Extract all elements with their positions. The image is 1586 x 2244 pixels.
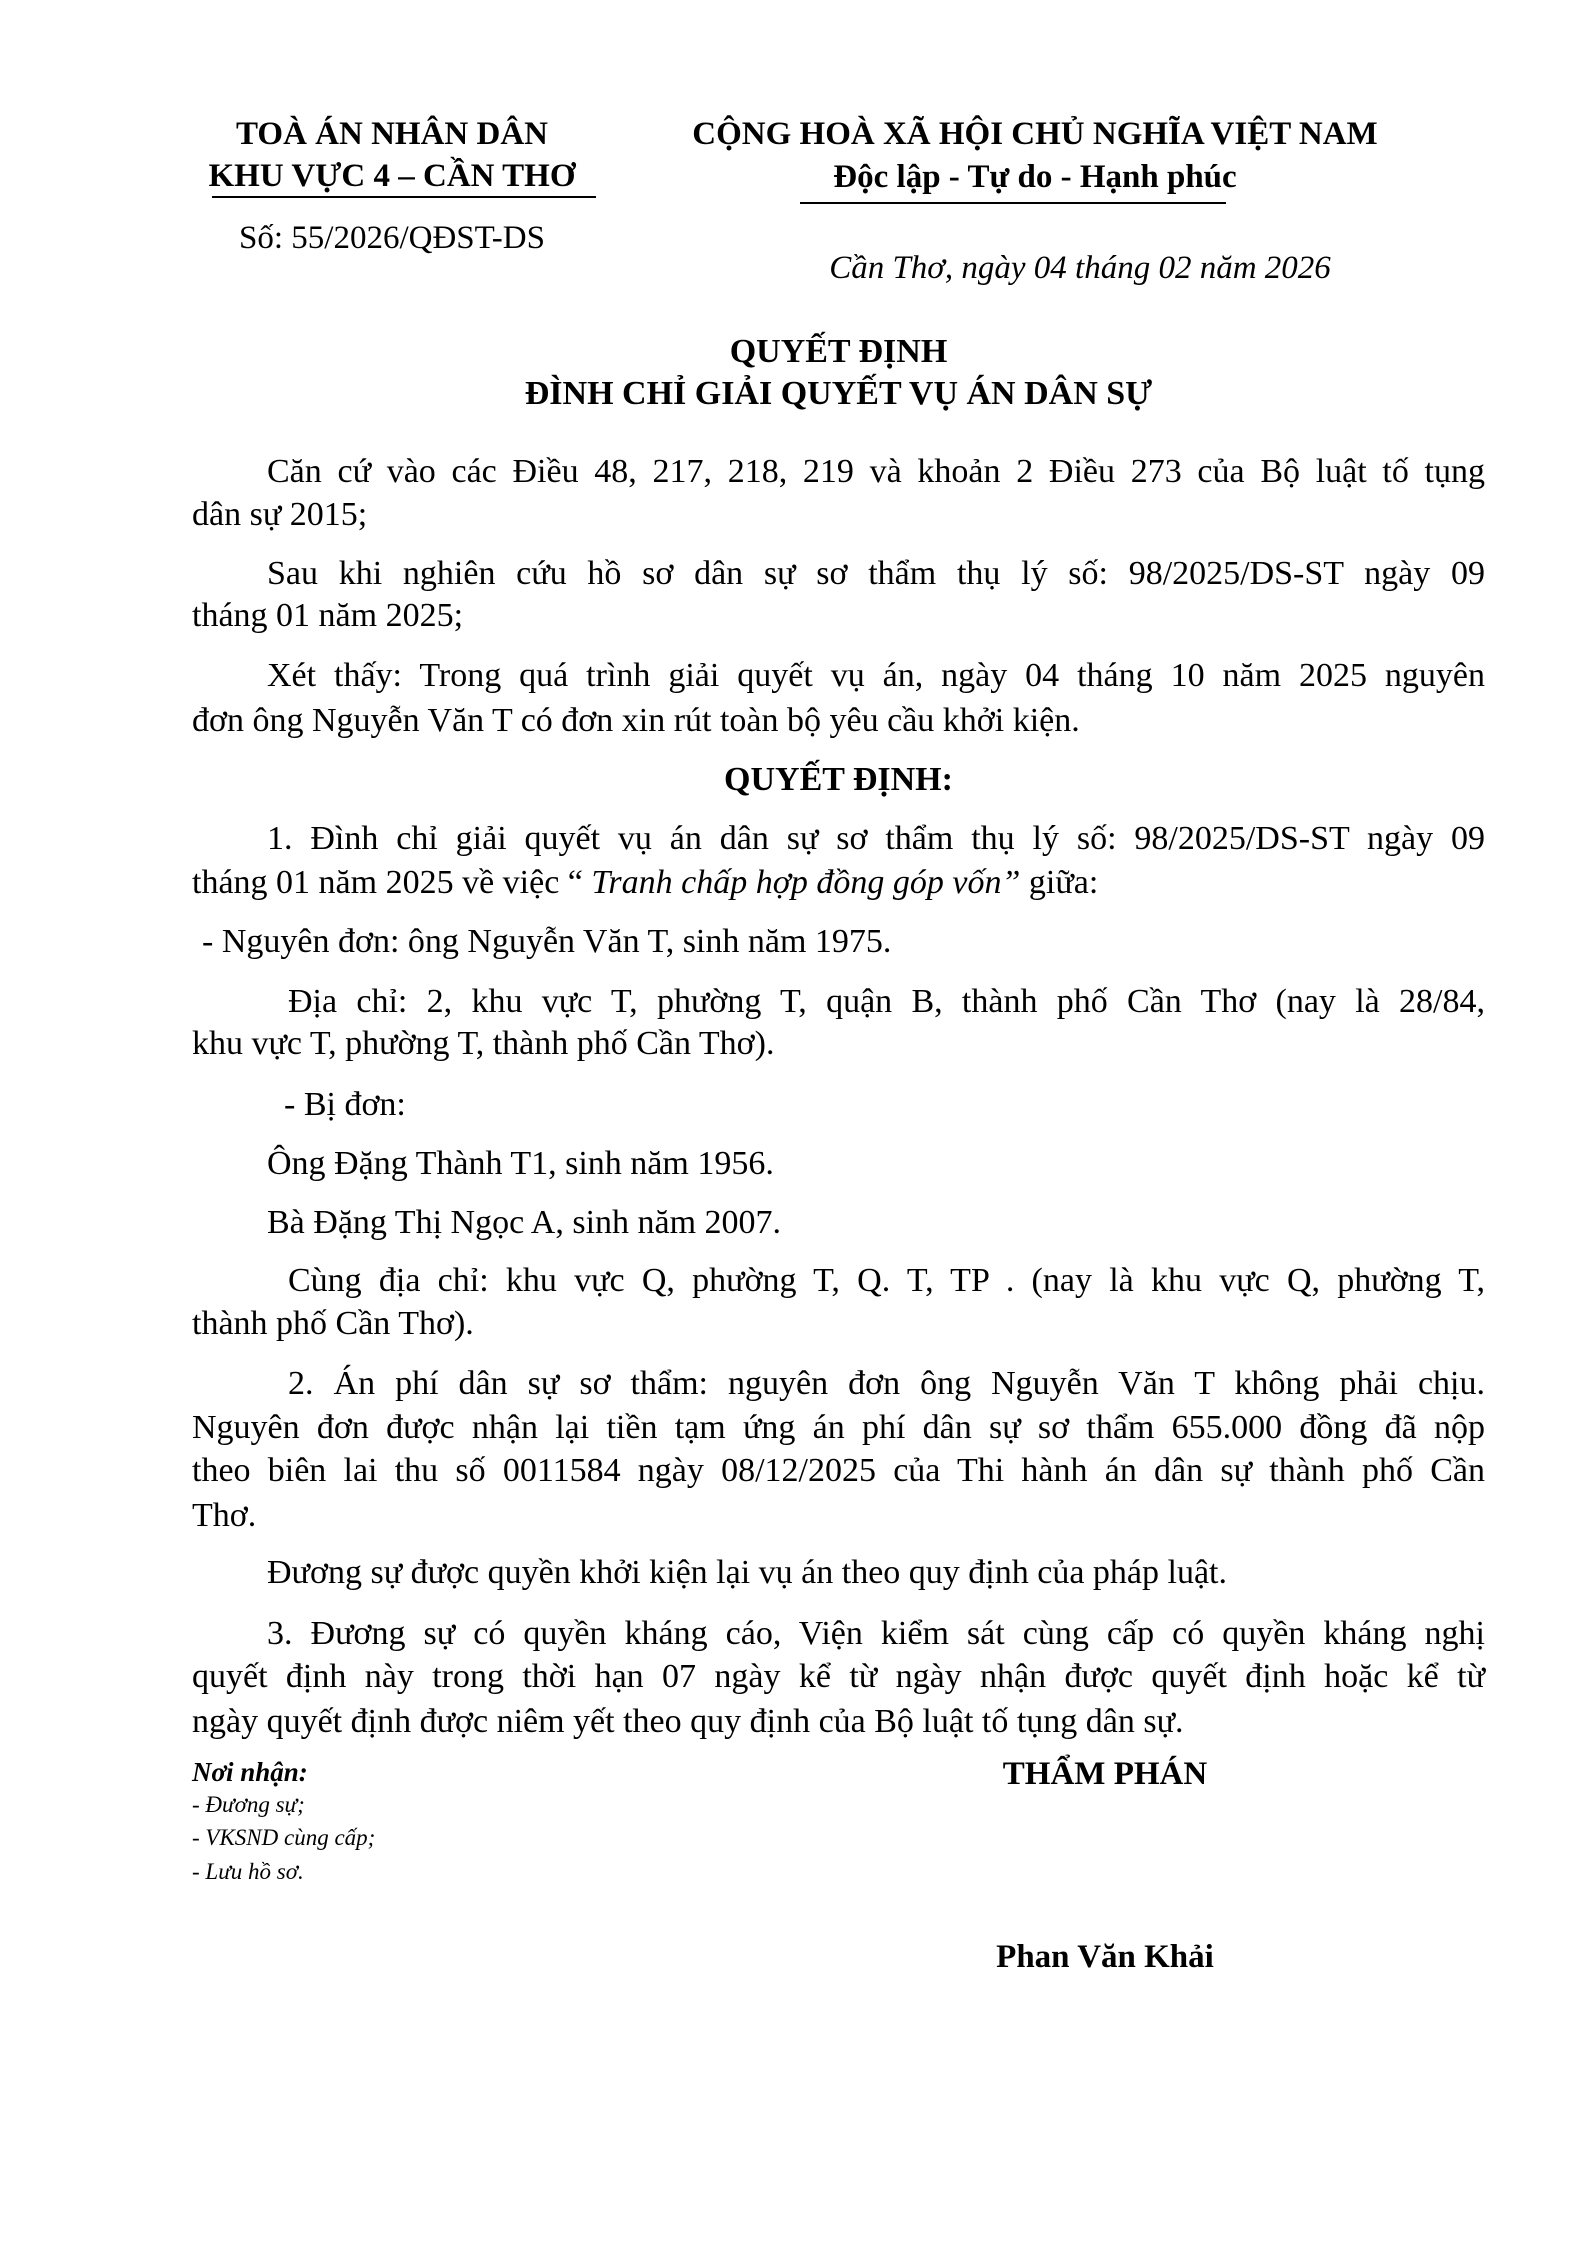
decision-1-line: 1. Đình chỉ giải quyết vụ án dân sự sơ thẩm thụ lý số: 98/2025/DS-ST ngày 09 [267, 820, 1485, 857]
document-title: QUYẾT ĐỊNH [729, 333, 948, 370]
case-file-line: tháng 01 năm 2025; [192, 597, 464, 634]
legal-basis-line: Căn cứ vào các Điều 48, 217, 218, 219 và khoản 2 Điều 273 của Bộ luật tố tụng [267, 453, 1485, 490]
court-name: TOÀ ÁN NHÂN DÂN [236, 116, 548, 152]
decision-3-line: 3. Đương sự có quyền kháng cáo, Viện kiểm sát cùng cấp có quyền kháng nghị [267, 1615, 1485, 1652]
legal-basis-line: dân sự 2015; [192, 496, 368, 533]
decision-3-line: ngày quyết định được niêm yết theo quy định của Bộ luật tố tụng dân sự. [192, 1703, 1184, 1740]
motto-underline [800, 202, 1226, 204]
document-subtitle: ĐÌNH CHỈ GIẢI QUYẾT VỤ ÁN DÂN SỰ [524, 375, 1153, 412]
decision-1-text: tháng 01 năm 2025 về việc “ [192, 864, 592, 901]
court-region: KHU VỰC 4 – CẦN THƠ [208, 158, 576, 194]
plaintiff-address-line: Địa chỉ: 2, khu vực T, phường T, quận B, thành phố Cần Thơ (nay là 28/84, [288, 983, 1485, 1020]
decision-3-line: quyết định này trong thời hạn 07 ngày kể từ ngày nhận được quyết định hoặc kể từ [192, 1658, 1485, 1695]
defendant-label: - Bị đơn: [284, 1086, 406, 1123]
decision-2-line: Thơ. [192, 1497, 257, 1534]
case-file-line: Sau khi nghiên cứu hồ sơ dân sự sơ thẩm thụ lý số: 98/2025/DS-ST ngày 09 [267, 555, 1485, 592]
recipient-item: - Đương sự; [192, 1792, 305, 1817]
right-to-refile: Đương sự được quyền khởi kiện lại vụ án theo quy định của pháp luật. [267, 1554, 1227, 1591]
defendant-2: Bà Đặng Thị Ngọc A, sinh năm 2007. [267, 1204, 782, 1241]
signer-name: Phan Văn Khải [996, 1939, 1214, 1975]
national-motto: Độc lập - Tự do - Hạnh phúc [833, 159, 1237, 195]
decision-number: Số: 55/2026/QĐST-DS [239, 220, 545, 256]
consideration-line: Xét thấy: Trong quá trình giải quyết vụ án, ngày 04 tháng 10 năm 2025 nguyên [267, 657, 1485, 694]
defendant-address-line: thành phố Cần Thơ). [192, 1305, 474, 1342]
decision-1-line [192, 861, 1485, 905]
signer-title: THẨM PHÁN [1002, 1756, 1208, 1792]
plaintiff: - Nguyên đơn: ông Nguyễn Văn T, sinh năm 1975. [202, 923, 892, 960]
place-date: Cần Thơ, ngày 04 tháng 02 năm 2026 [829, 250, 1331, 286]
decision-2-line: 2. Án phí dân sự sơ thẩm: nguyên đơn ông Nguyễn Văn T không phải chịu. [288, 1365, 1485, 1402]
recipient-item: - Lưu hồ sơ. [192, 1859, 304, 1884]
court-underline [212, 196, 596, 198]
recipient-item: - VKSND cùng cấp; [192, 1825, 376, 1850]
plaintiff-address-line: khu vực T, phường T, thành phố Cần Thơ). [192, 1025, 775, 1062]
decision-2-line: theo biên lai thu số 0011584 ngày 08/12/2025 của Thi hành án dân sự thành phố Cần [192, 1452, 1485, 1489]
decision-1-text: giữa: [1020, 864, 1099, 901]
nation-name: CỘNG HOÀ XÃ HỘI CHỦ NGHĨA VIỆT NAM [692, 116, 1378, 152]
defendant-1: Ông Đặng Thành T1, sinh năm 1956. [267, 1145, 774, 1182]
recipients-label: Nơi nhận: [192, 1757, 308, 1787]
decision-heading: QUYẾT ĐỊNH: [724, 761, 953, 798]
defendant-address-line: Cùng địa chỉ: khu vực Q, phường T, Q. T, TP . (nay là khu vực Q, phường T, [288, 1262, 1485, 1299]
case-subject: Tranh chấp hợp đồng góp vốn” [591, 864, 1021, 901]
decision-2-line: Nguyên đơn được nhận lại tiền tạm ứng án phí dân sự sơ thẩm 655.000 đồng đã nộp [192, 1409, 1485, 1446]
consideration-line: đơn ông Nguyễn Văn T có đơn xin rút toàn bộ yêu cầu khởi kiện. [192, 702, 1080, 739]
